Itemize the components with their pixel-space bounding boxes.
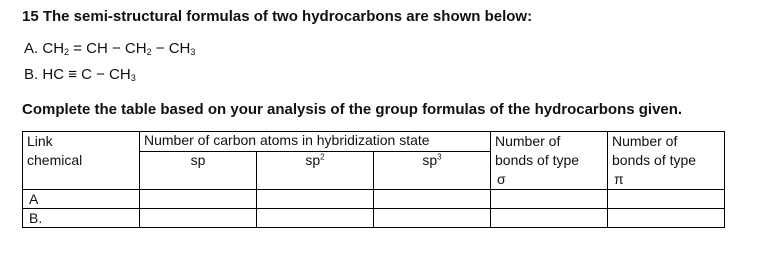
formula-b-label: B. [24,66,39,83]
row-a-label: A [23,190,140,209]
header-sigma-bonds [491,132,608,190]
cell-a-sigma[interactable] [491,190,608,209]
header-pi-line2: bonds of type [612,152,697,168]
question-title: 15 The semi-structural formulas of two hydrocarbons are shown below: [22,8,533,25]
header-pi-bonds [608,132,725,190]
sp3-base: sp [422,151,438,168]
formula-a-label: A. [24,40,39,57]
header-link-line1: Link [27,133,53,149]
header-pi-line1: Number of [612,133,678,149]
header-hybridization: Number of carbon atoms in hybridization state [140,132,491,152]
sp2-base: sp [305,151,321,168]
pi-symbol: π [614,171,624,187]
cell-a-pi[interactable] [608,190,725,209]
formula-b: B. HC ≡ $C - CH_3$ [24,66,136,83]
sp2-superscript: 2 [320,152,325,162]
subheader-sp3 [374,151,491,189]
table-row-b [23,209,725,228]
sp3-superscript: 3 [437,152,442,162]
cell-a-sp2[interactable] [257,190,374,209]
row-b-label: B. [23,209,140,228]
cell-b-sp2[interactable] [257,209,374,228]
cell-a-sp3[interactable] [374,190,491,209]
header-link-line2: chemical [27,152,83,168]
instruction-text: Complete the table based on your analysis of the group formulas of the hydrocarbons given. [22,101,683,118]
formula-a: A. $CH_2$ = CH − $CH_2 - CH_3$ [24,40,196,57]
table-row-a [23,190,725,209]
cell-b-sp3[interactable] [374,209,491,228]
header-sigma-line2: bonds of type [495,152,580,168]
sigma-symbol: σ [497,171,506,187]
sp-label: sp [190,151,206,168]
subheader-sp [140,151,257,189]
cell-a-sp[interactable] [140,190,257,209]
subheader-sp2 [257,151,374,189]
cell-b-pi[interactable] [608,209,725,228]
header-sigma-line1: Number of [495,133,561,149]
header-link-chemical [23,132,140,190]
cell-b-sigma[interactable] [491,209,608,228]
cell-b-sp[interactable] [140,209,257,228]
answer-table [22,131,725,228]
